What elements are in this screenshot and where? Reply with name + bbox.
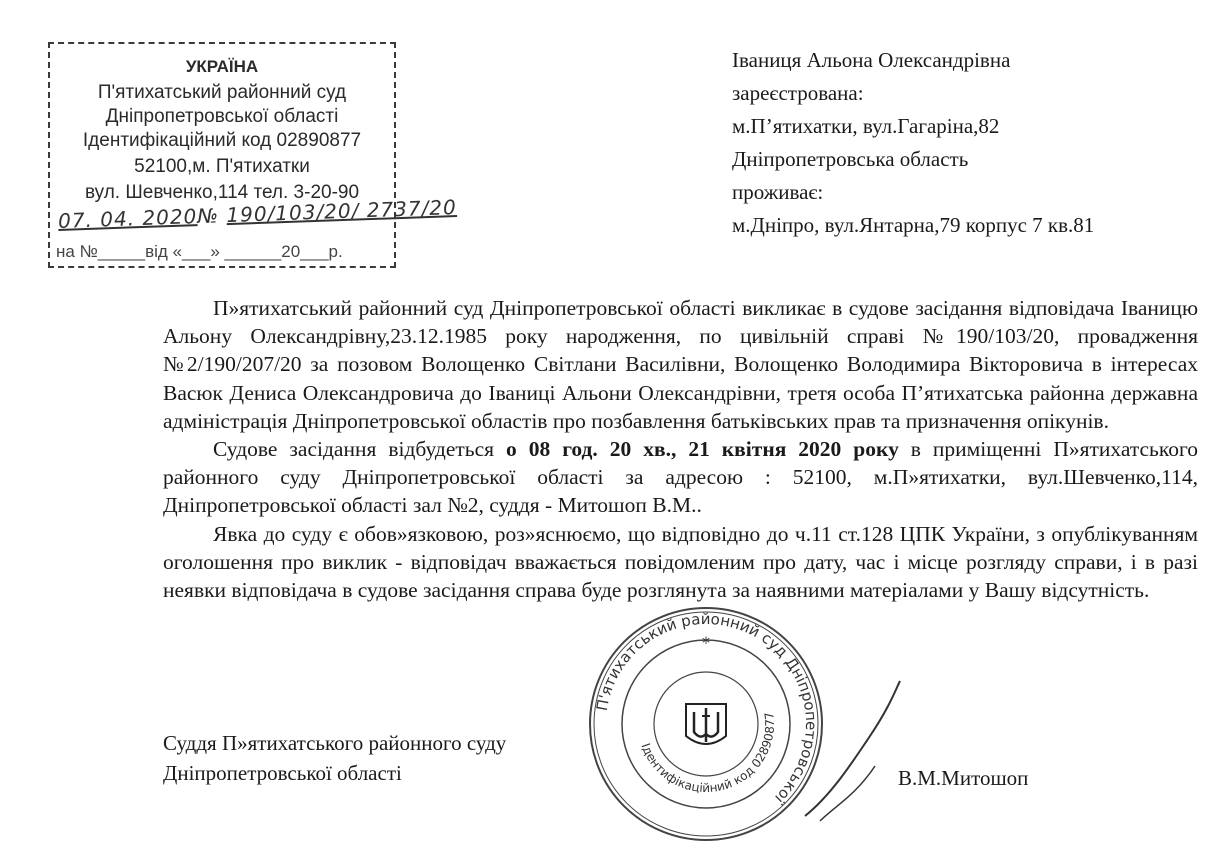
body-paragraph-2 xyxy=(163,435,1198,520)
handwritten-date: 07. 04. 2020 xyxy=(57,204,198,233)
court-seal xyxy=(586,604,826,844)
addressee-region: Дніпропетровська область xyxy=(732,147,969,171)
addressee-registered-label: зареєстрована: xyxy=(732,81,864,105)
stamp-court-name: П'ятихатський районний суд xyxy=(97,82,347,103)
body-paragraph-1: П»ятихатський районний суд Дніпропетровської області викликає в судове засідання відповідача Іваницю Альону Олександрівну,23.12.1985 року народження, по цивільній справі №190/103/20, провадження №2/190/207/20 за позовом Волощенко Світлани Василівни, Волощенко Володимира Вікторовича в інтересах Васюк Дениса Олександровича до Іваниці Альони Олександрівни, третя особа П’ятихатська районна державна адміністрація Дніпропетровської областів про позбавлення батьківських прав та призначення опікунів. xyxy=(163,296,1198,433)
seal-star: * xyxy=(702,633,710,652)
judge-title xyxy=(163,728,506,788)
court-stamp xyxy=(48,42,458,268)
summons-body xyxy=(163,294,1198,604)
handwritten-number: 190/103/20/ 2737/20 xyxy=(226,195,458,228)
number-sign: № xyxy=(196,203,220,229)
body-paragraph-3: Явка до суду є обов»язковою, роз»яснюємо, що відповідно до ч.11 ст.128 ЦПК України, з опублікуванням оголошення про виклик - відповідач вважається повідомленим про дату, час і місце розгляду справи, і в разі неявки відповідача в судове засідання справа буде розглянута за наявними матеріалами у Вашу відсутність. xyxy=(163,521,1198,603)
addressee-name: Іваниця Альона Олександрівна xyxy=(732,48,1011,72)
stamp-bottom-ref: на №_____від «___» ______20___р. xyxy=(56,242,343,261)
judge-title-line-2: Дніпропетровської області xyxy=(163,761,402,785)
p2-before: Судове засідання відбудеться xyxy=(213,437,506,462)
stamp-country: УКРАЇНА xyxy=(185,57,259,76)
hearing-datetime: о 08 год. 20 хв., 21 квітня 2020 року xyxy=(506,437,899,462)
p2-after: в приміщенні П»ятихатського районного суду Дніпропетровської області за адресою : 52100, м.П»ятихатки, вул.Шевченко,114, Дніпропетровської області зал №2, суддя - Митошоп В.М.. xyxy=(163,437,1198,518)
stamp-region: Дніпропетровської області xyxy=(105,106,339,127)
seal-outer-text: П'ятихатський районний суд Дніпропетровської xyxy=(592,609,821,808)
seal-inner-text: Ідентифікаційний код 02890877 xyxy=(638,711,778,796)
judge-title-line-1: Суддя П»ятихатського районного суду xyxy=(163,731,507,755)
addressee-residence-label: проживає: xyxy=(732,180,824,204)
stamp-postal: 52100,м. П'ятихатки xyxy=(134,156,310,177)
addressee-registered-address: м.П’ятихатки, вул.Гагаріна,82 xyxy=(732,114,1000,138)
trident-emblem-icon xyxy=(686,704,726,744)
addressee-block xyxy=(732,44,1094,242)
stamp-id-code: Ідентифікаційний код 02890877 xyxy=(82,130,362,151)
stamp-address: вул. Шевченко,114 тел. 3-20-90 xyxy=(84,182,360,203)
judge-name: В.М.Митошоп xyxy=(898,766,1029,790)
addressee-residence-address: м.Дніпро, вул.Янтарна,79 корпус 7 кв.81 xyxy=(732,213,1095,237)
